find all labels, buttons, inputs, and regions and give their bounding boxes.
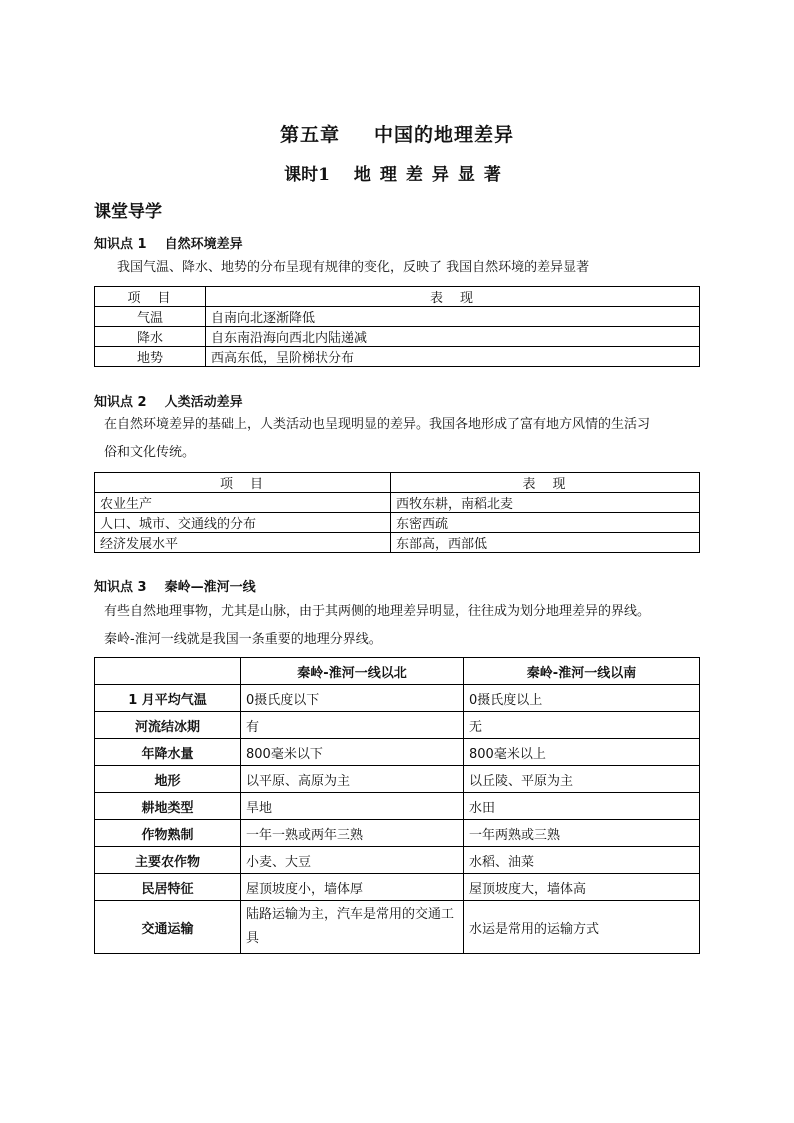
row-header: 河流结冰期: [95, 712, 241, 739]
table-cell: 农业生产: [95, 493, 391, 513]
kp2-label: 知识点 2: [94, 395, 147, 410]
kp2-heading: [94, 391, 243, 410]
table-row: [95, 874, 700, 901]
table-row: [95, 739, 700, 766]
column-header: [95, 658, 241, 685]
kp1-heading: [94, 233, 243, 252]
table-cell: 以丘陵、平原为主: [464, 766, 700, 793]
table-row: [95, 847, 700, 874]
table-cell: 小麦、大豆: [241, 847, 464, 874]
column-header: 秦岭-淮河一线以北: [241, 658, 464, 685]
human-activity-table: [94, 472, 700, 553]
table-row: [95, 307, 700, 327]
table-row: [95, 513, 700, 533]
kp1-intro: 我国气温、降水、地势的分布呈现有规律的变化，反映了 我国自然环境的差异显著: [117, 260, 590, 275]
table-cell: 经济发展水平: [95, 533, 391, 553]
column-header: 项 目: [95, 287, 206, 307]
table-cell: 人口、城市、交通线的分布: [95, 513, 391, 533]
table-row: [95, 793, 700, 820]
table-header-row: [95, 287, 700, 307]
table-cell: 西牧东耕，南稻北麦: [391, 493, 700, 513]
column-header: 秦岭-淮河一线以南: [464, 658, 700, 685]
table-header-row: [95, 658, 700, 685]
kp3-name: 秦岭—淮河一线: [164, 580, 256, 595]
table-row: [95, 712, 700, 739]
row-header: 年降水量: [95, 739, 241, 766]
table-cell: 气温: [95, 307, 206, 327]
qinling-huaihe-table: [94, 657, 700, 954]
chapter-name: 中国的地理差异: [374, 124, 515, 146]
table-row: [95, 327, 700, 347]
column-header: 表 现: [391, 473, 700, 493]
row-header: 地形: [95, 766, 241, 793]
table-cell: 一年两熟或三熟: [464, 820, 700, 847]
kp3-intro-line2: 秦岭-淮河一线就是我国一条重要的地理分界线。: [104, 632, 382, 647]
table-cell: 降水: [95, 327, 206, 347]
natural-environment-table: [94, 286, 700, 367]
table-header-row: [95, 473, 700, 493]
table-row: [95, 347, 700, 367]
kp2-name: 人类活动差异: [164, 395, 243, 410]
row-header: 民居特征: [95, 874, 241, 901]
kp3-label: 知识点 3: [94, 580, 147, 595]
lesson-name: 地理差异显著: [353, 165, 510, 185]
table-row: [95, 533, 700, 553]
chapter-title: [0, 120, 794, 147]
table-cell: 地势: [95, 347, 206, 367]
table-cell: 无: [464, 712, 700, 739]
kp2-intro-line1: 在自然环境差异的基础上，人类活动也呈现明显的差异。我国各地形成了富有地方风情的生活习: [104, 417, 651, 432]
table-cell: 自东南沿海向西北内陆递减: [206, 327, 700, 347]
table-row: [95, 685, 700, 712]
table-cell: 水稻、油菜: [464, 847, 700, 874]
table-cell: 0摄氏度以上: [464, 685, 700, 712]
table-row: [95, 901, 700, 954]
table-cell: 有: [241, 712, 464, 739]
row-header: 1 月平均气温: [95, 685, 241, 712]
table-cell: 800毫米以上: [464, 739, 700, 766]
lesson-number: 课时1: [284, 165, 330, 185]
table-row: [95, 820, 700, 847]
column-header: 项 目: [95, 473, 391, 493]
row-header: 作物熟制: [95, 820, 241, 847]
table-cell: 一年一熟或两年三熟: [241, 820, 464, 847]
kp3-intro-line1: 有些自然地理事物，尤其是山脉，由于其两侧的地理差异明显，往往成为划分地理差异的界线。: [104, 604, 651, 619]
table-cell: 东部高，西部低: [391, 533, 700, 553]
table-cell: 西高东低，呈阶梯状分布: [206, 347, 700, 367]
table-row: [95, 766, 700, 793]
kp1-name: 自然环境差异: [164, 237, 243, 252]
kp1-label: 知识点 1: [94, 237, 147, 252]
table-cell: 陆路运输为主，汽车是常用的交通工具: [241, 901, 464, 954]
table-cell: 水田: [464, 793, 700, 820]
row-header: 耕地类型: [95, 793, 241, 820]
chapter-number: 第五章: [279, 124, 340, 146]
kp3-heading: [94, 576, 256, 595]
row-header: 主要农作物: [95, 847, 241, 874]
table-cell: 以平原、高原为主: [241, 766, 464, 793]
column-header: 表 现: [206, 287, 700, 307]
section-title: 课堂导学: [94, 202, 162, 222]
table-cell: 旱地: [241, 793, 464, 820]
table-cell: 屋顶坡度大，墙体高: [464, 874, 700, 901]
lesson-title: [0, 160, 794, 185]
table-row: [95, 493, 700, 513]
row-header: 交通运输: [95, 901, 241, 954]
kp2-intro-line2: 俗和文化传统。: [104, 445, 196, 460]
table-cell: 自南向北逐渐降低: [206, 307, 700, 327]
table-cell: 东密西疏: [391, 513, 700, 533]
table-cell: 0摄氏度以下: [241, 685, 464, 712]
table-cell: 水运是常用的运输方式: [464, 901, 700, 954]
table-cell: 屋顶坡度小，墙体厚: [241, 874, 464, 901]
table-cell: 800毫米以下: [241, 739, 464, 766]
